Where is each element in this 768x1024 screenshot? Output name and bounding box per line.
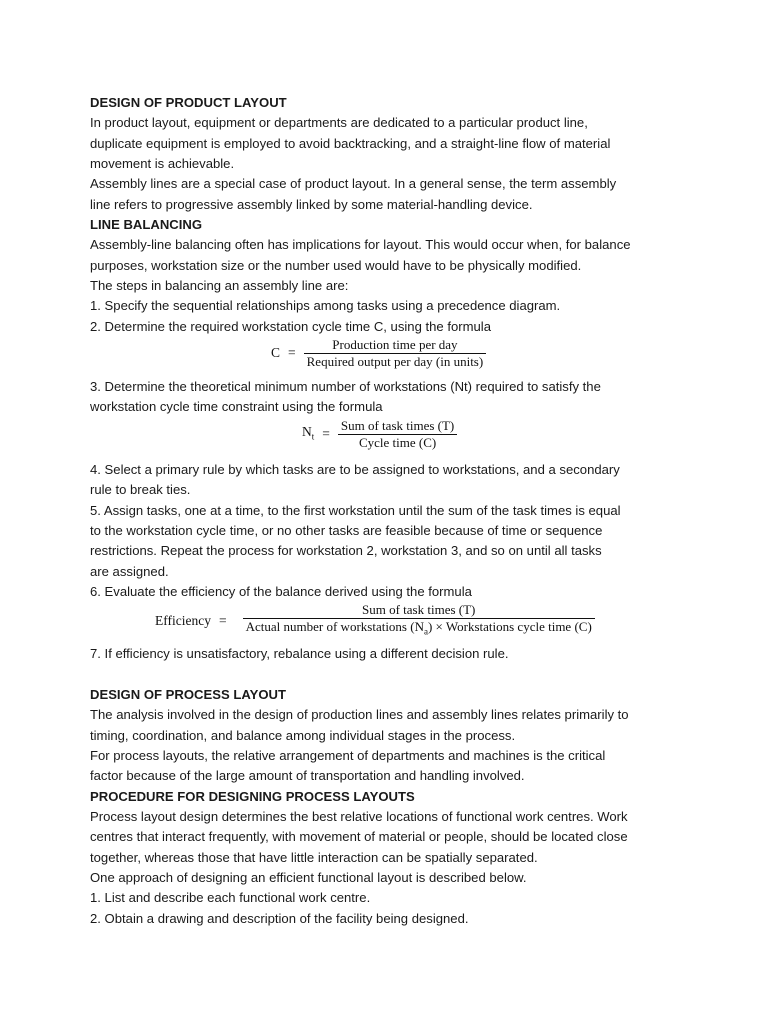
text-line: together, whereas those that have little interaction can be spatially separated.: [90, 849, 538, 865]
text-line: 6. Evaluate the efficiency of the balance derived using the formula: [90, 583, 472, 599]
fraction: [243, 602, 595, 640]
equals-sign: =: [218, 612, 227, 628]
fraction-numerator: Sum of task times (T): [340, 417, 455, 433]
text-line: factor because of the large amount of transportation and handling involved.: [90, 768, 525, 784]
text-line: purposes, workstation size or the number used would have to be physically modified.: [90, 257, 582, 273]
paragraph-product-layout-intro: [90, 113, 690, 174]
text-line: 2. Determine the required workstation cycle time C, using the formula: [90, 318, 491, 334]
fraction: [338, 418, 457, 451]
paragraph-spacer: [90, 665, 690, 685]
text-line: line refers to progressive assembly linked by some material-handling device.: [90, 196, 533, 212]
formula-min-workstations: [90, 418, 690, 460]
formula-cycle-time: [90, 337, 690, 377]
paragraph-assembly-lines: [90, 174, 690, 215]
fraction-denominator: [243, 619, 595, 640]
formula-lhs: C: [271, 345, 281, 361]
text-line-step-7: 7. If efficiency is unsatisfactory, rebalance using a different decision rule.: [90, 646, 509, 662]
fraction-numerator: Sum of task times (T): [362, 602, 476, 618]
text-line: The steps in balancing an assembly line are:: [90, 278, 349, 294]
paragraph-steps-4-to-6: [90, 460, 690, 602]
text-line: centres that interact frequently, with movement of material or people, should be located close: [90, 829, 628, 845]
document-body: [90, 93, 690, 929]
equals-sign: =: [288, 345, 296, 361]
text-line: duplicate equipment is employed to avoid backtracking, and a straight-line flow of material: [90, 135, 611, 151]
text-line: timing, coordination, and balance among individual stages in the process.: [90, 727, 516, 743]
equals-sign: =: [322, 426, 330, 442]
heading-process-layout: DESIGN OF PROCESS LAYOUT: [90, 686, 286, 702]
paragraph-procedure: [90, 807, 690, 929]
fraction-numerator: Production time per day: [332, 337, 458, 353]
text-line: Process layout design determines the best relative locations of functional work centres. Work: [90, 808, 628, 824]
text-line: 4. Select a primary rule by which tasks are to be assigned to workstations, and a secondary: [90, 461, 620, 477]
paragraph-process-layout: [90, 705, 690, 786]
text-line: The analysis involved in the design of production lines and assembly lines relates primarily to: [90, 707, 629, 723]
denominator-part-a: Actual number of workstations (N: [245, 619, 424, 635]
text-line: 2. Obtain a drawing and description of the facility being designed.: [90, 910, 469, 926]
text-line: One approach of designing an efficient functional layout is described below.: [90, 870, 527, 885]
text-line: Assembly-line balancing often has implications for layout. This would occur when, for balance: [90, 237, 631, 253]
formula-lhs: [302, 422, 314, 447]
text-line: are assigned.: [90, 563, 169, 579]
text-line: restrictions. Repeat the process for workstation 2, workstation 3, and so on until all tasks: [90, 543, 602, 559]
heading-line-balancing: LINE BALANCING: [90, 217, 203, 233]
denominator-subscript: a: [423, 626, 428, 637]
paragraph-step-3: [90, 377, 690, 418]
formula-efficiency: [90, 602, 690, 644]
fraction: [304, 337, 487, 370]
formula-lhs: Efficiency: [155, 612, 211, 628]
denominator-part-b: ) × Workstations cycle time (C): [427, 619, 592, 635]
text-line: workstation cycle time constraint using the formula: [90, 399, 383, 415]
formula-lhs-symbol: N: [302, 423, 312, 439]
formula-lhs-subscript: t: [311, 431, 315, 442]
text-line: Assembly lines are a special case of product layout. In a general sense, the term assembly: [90, 176, 617, 192]
text-line: 1. Specify the sequential relationships among tasks using a precedence diagram.: [90, 298, 561, 314]
fraction-denominator: Cycle time (C): [358, 434, 437, 450]
text-line: movement is achievable.: [90, 156, 235, 172]
fraction-denominator: Required output per day (in units): [306, 354, 484, 370]
heading-product-layout: DESIGN OF PRODUCT LAYOUT: [90, 95, 287, 110]
text-line: In product layout, equipment or departments are dedicated to a particular product line,: [90, 115, 588, 131]
text-line: 1. List and describe each functional work centre.: [90, 890, 371, 906]
text-line: For process layouts, the relative arrangement of departments and machines is the critical: [90, 747, 606, 763]
text-line: rule to break ties.: [90, 482, 191, 498]
text-line: to the workstation cycle time, or no other tasks are feasible because of time or sequence: [90, 522, 603, 538]
paragraph-line-balancing: [90, 235, 690, 337]
text-line: 5. Assign tasks, one at a time, to the first workstation until the sum of the task times is equal: [90, 502, 621, 518]
text-line: 3. Determine the theoretical minimum number of workstations (Nt) required to satisfy the: [90, 379, 601, 395]
heading-procedure-process-layouts: PROCEDURE FOR DESIGNING PROCESS LAYOUTS: [90, 788, 415, 804]
